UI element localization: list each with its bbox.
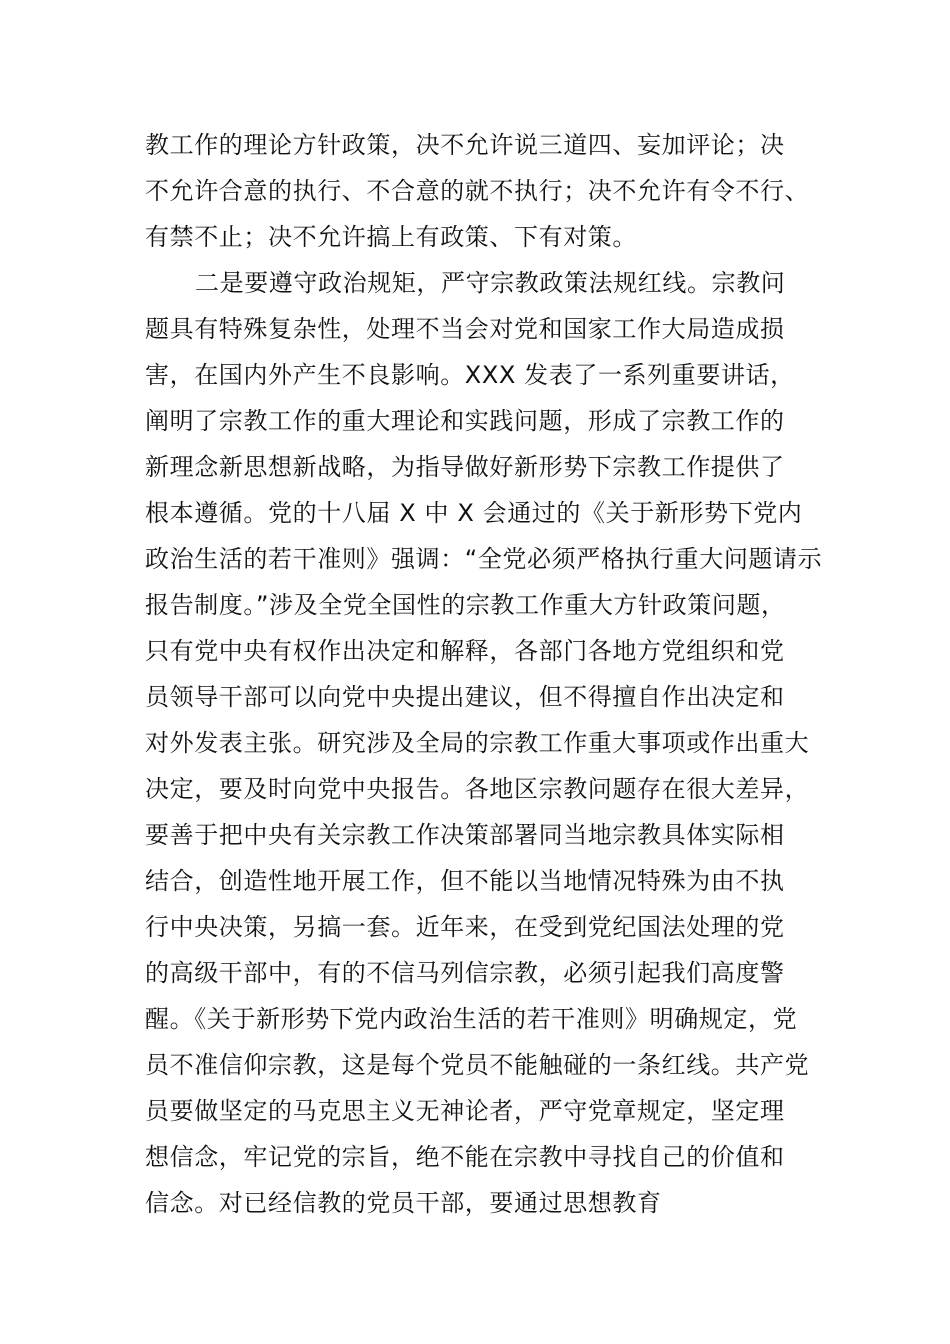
text-line: 决定，要及时向党中央报告。各地区宗教问题存在很大差异，: [145, 775, 810, 803]
text-line: 要善于把中央有关宗教工作决策部署同当地宗教具体实际相: [145, 821, 785, 849]
text-line: 阐明了宗教工作的重大理论和实践问题，形成了宗教工作的: [145, 407, 785, 435]
text-line: 员要做坚定的马克思主义无神论者，严守党章规定，坚定理: [145, 1097, 785, 1125]
text-line: 题具有特殊复杂性，处理不当会对党和国家工作大局造成损: [145, 315, 785, 343]
text-line: 新理念新思想新战略，为指导做好新形势下宗教工作提供了: [145, 453, 785, 481]
text-line: 只有党中央有权作出决定和解释，各部门各地方党组织和党: [145, 637, 785, 665]
text-line: 教工作的理论方针政策，决不允许说三道四、妄加评论；决: [145, 131, 785, 159]
text-line: 结合，创造性地开展工作，但不能以当地情况特殊为由不执: [145, 867, 785, 895]
text-line: 员不准信仰宗教，这是每个党员不能触碰的一条红线。共产党: [145, 1051, 810, 1079]
text-line: 对外发表主张。研究涉及全局的宗教工作重大事项或作出重大: [145, 729, 810, 757]
text-line: 根本遵循。党的十八届 X 中 X 会通过的《关于新形势下党内: [145, 499, 803, 527]
text-line: 醒。《关于新形势下党内政治生活的若干准则》明确规定，党: [145, 1005, 798, 1033]
text-line: 想信念，牢记党的宗旨，绝不能在宗教中寻找自己的价值和: [145, 1143, 785, 1171]
text-line: 不允许合意的执行、不合意的就不执行；决不允许有令不行、: [145, 177, 810, 205]
text-line: 政治生活的若干准则》强调：“全党必须严格执行重大问题请示: [145, 545, 823, 573]
paragraph-start-line: 二是要遵守政治规矩，严守宗教政策法规红线。宗教问: [195, 269, 786, 297]
text-line: 的高级干部中，有的不信马列信宗教，必须引起我们高度警: [145, 959, 785, 987]
text-line: 报告制度。”涉及全党全国性的宗教工作重大方针政策问题，: [145, 591, 786, 619]
text-line: 信念。对已经信教的党员干部，要通过思想教育: [145, 1189, 662, 1217]
body-text: [145, 122, 835, 1226]
text-line: 行中央决策，另搞一套。近年来，在受到党纪国法处理的党: [145, 913, 785, 941]
text-line: 员领导干部可以向党中央提出建议，但不得擅自作出决定和: [145, 683, 785, 711]
text-line: 害，在国内外产生不良影响。XXX 发表了一系列重要讲话，: [145, 361, 795, 389]
text-line: 有禁不止；决不允许搞上有政策、下有对策。: [145, 223, 637, 251]
